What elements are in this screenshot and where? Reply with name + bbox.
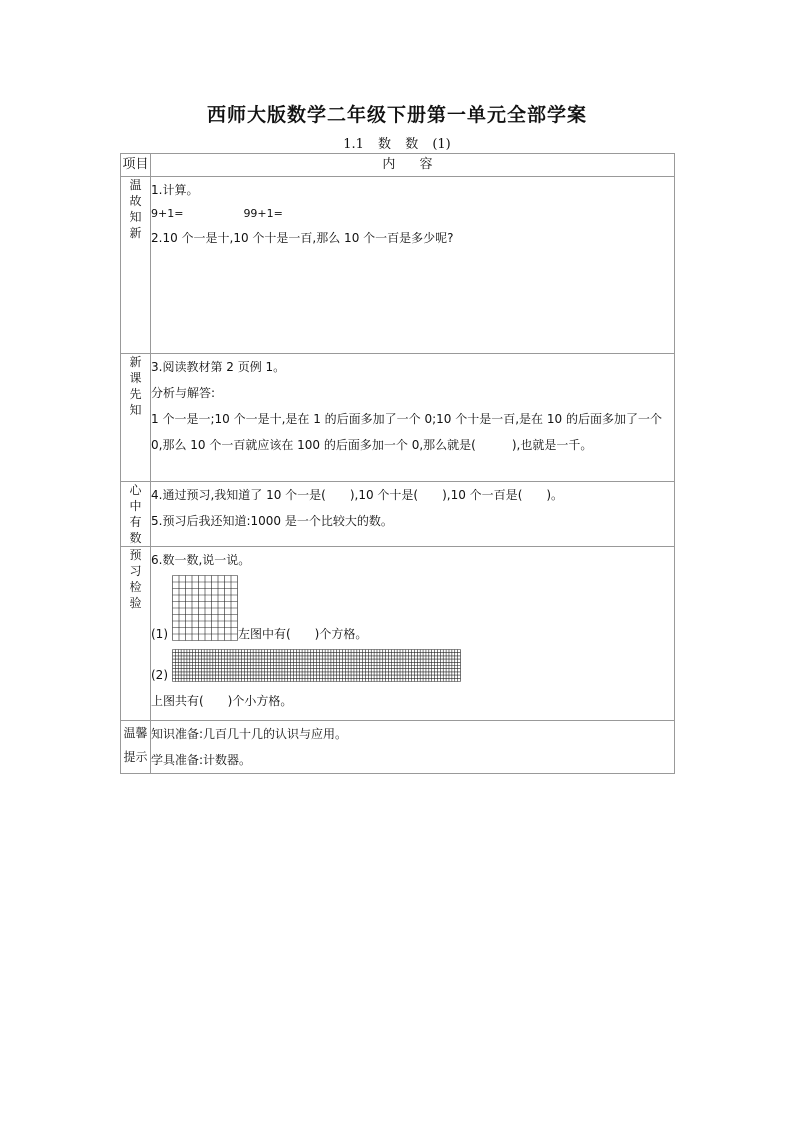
question-5: 5.预习后我还知道:1000 是一个比较大的数。 [151, 514, 393, 528]
calc-b: 99+1= [243, 207, 283, 220]
heart-label-cell [121, 482, 151, 547]
heart-label: 心中有数 [129, 483, 142, 545]
heart-row [121, 482, 675, 547]
calc-row [151, 203, 674, 225]
analysis-text: 1 个一是一;10 个一是十,是在 1 的后面多加了一个 0;10 个十是一百,是在 10 的后面多加了一个 0,那么 10 个一百就应该在 100 的后面多加一个 0,那么就是( ),也就是一千。 [151, 412, 662, 452]
part-2-label: (2) [151, 668, 168, 682]
tips-label-1: 温馨 [123, 726, 148, 740]
tips-label-2: 提示 [123, 750, 148, 764]
content-header: 内 容 [151, 154, 675, 177]
review-content [151, 177, 675, 354]
check-row [121, 547, 675, 721]
lesson-subtitle: 1.1 数 数 (1) [343, 137, 451, 152]
heart-content [151, 482, 675, 547]
check-label: 预习检验 [129, 548, 142, 610]
tips-row [121, 721, 675, 774]
calc-a: 9+1= [151, 207, 184, 220]
check-label-cell [121, 547, 151, 721]
item-header: 项目 [121, 154, 151, 177]
review-row [121, 177, 675, 354]
tips-label-cell [121, 721, 151, 774]
question-2: 2.10 个一是十,10 个十是一百,那么 10 个一百是多少呢? [151, 231, 454, 245]
question-1: 1.计算。 [151, 183, 199, 197]
question-6: 6.数一数,说一说。 [151, 553, 251, 567]
lesson-plan-table [120, 153, 675, 774]
question-3: 3.阅读教材第 2 页例 1。 [151, 360, 286, 374]
hundred-grid-lines [173, 576, 238, 641]
part-1-text: 左图中有( )个方格。 [238, 627, 368, 641]
preview-label-cell [121, 354, 151, 482]
grid-part-2 [151, 649, 674, 682]
preview-row [121, 354, 675, 482]
part-1-label: (1) [151, 627, 168, 641]
knowledge-prep: 知识准备:几百几十几的认识与应用。 [151, 727, 348, 741]
tools-prep: 学具准备:计数器。 [151, 753, 252, 767]
hundred-grid-figure [172, 575, 238, 641]
check-content [151, 547, 675, 721]
part-2-text: 上图共有( )个小方格。 [151, 694, 293, 708]
analysis-heading: 分析与解答: [151, 386, 216, 400]
preview-label: 新课先知 [129, 355, 142, 417]
document-title: 西师大版数学二年级下册第一单元全部学案 [206, 104, 587, 126]
table-header-row [121, 154, 675, 177]
question-4: 4.通过预习,我知道了 10 个一是( ),10 个十是( ),10 个一百是( )。 [151, 488, 564, 502]
thousand-grid-lines [173, 650, 461, 682]
tips-content [151, 721, 675, 774]
preview-content [151, 354, 675, 482]
grid-part-1 [151, 575, 674, 641]
review-label: 温故知新 [129, 178, 142, 240]
thousand-grid-figure [172, 649, 461, 682]
review-label-cell [121, 177, 151, 354]
